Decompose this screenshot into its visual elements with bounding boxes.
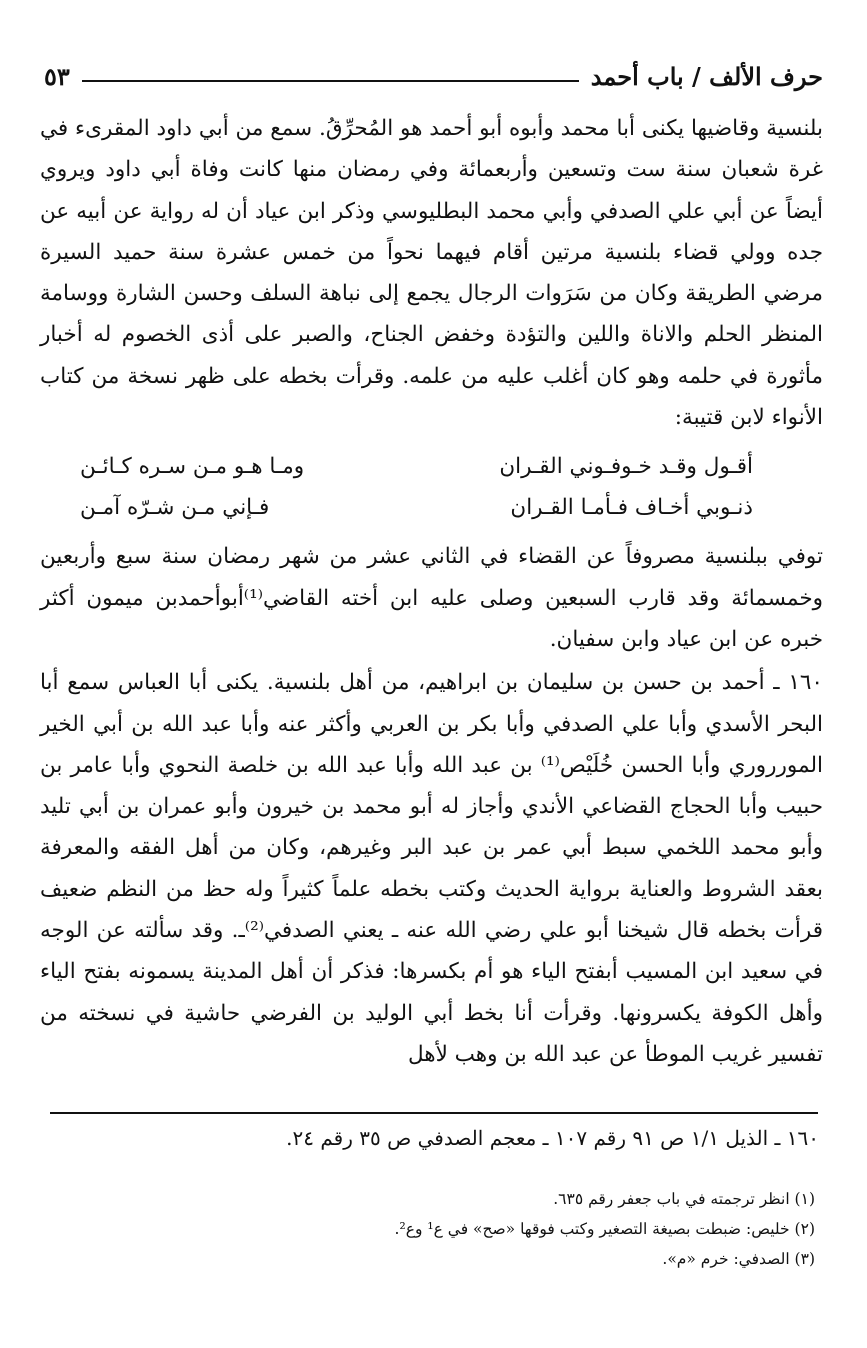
footnotes (40, 1184, 815, 1274)
page-number: ٥٣ (44, 61, 70, 91)
main-text (40, 108, 823, 1075)
poem-hemistich-first: ذنـوبي أخـاف فـأمـا القـران (510, 495, 753, 521)
poem (40, 446, 823, 528)
poem-hemistich-first: أقـول وقـد خـوفـوني القـران (499, 454, 753, 480)
footnote: (٢) خليص: ضبطت بصيغة التصغير وكتب فوقها «صح» في ع¹ وع². (394, 1220, 815, 1238)
biography-entry (40, 662, 823, 1075)
poem-line (80, 446, 753, 487)
poem-line (80, 487, 753, 528)
poem-hemistich-second: ومـا هـو مـن سـره كـائـن (80, 454, 305, 480)
entry-number: ١٦٠ (788, 670, 823, 696)
references: ١٦٠ ـ الذيل ١/١ ص ٩١ رقم ١٠٧ ـ معجم الصدفي ص ٣٥ رقم ٢٤. (286, 1126, 819, 1150)
closing-paragraph: توفي ببلنسية مصروفاً عن القضاء في الثاني عشر من شهر رمضان سنة سبع وأربعين وخمسمائة وقد قارب السبعين وصلى عليه ابن أخته القاضي⁽¹⁾أبوأحمدبن ميمون أكثر خبره عن ابن عياد وابن سفيان. (40, 544, 823, 652)
references-divider (50, 1112, 818, 1114)
footnote: (٣) الصدفي: خرم «م». (662, 1250, 815, 1268)
poem-hemistich-second: فـإني مـن شـرّه آمـن (80, 495, 270, 521)
entry-text: ـ أحمد بن حسن بن سليمان بن ابراهيم، من أهل بلنسية. يكنى أبا العباس سمع أبا البحر الأسدي وأبا علي الصدفي وأبا بكر بن العربي وأكثر عنه وأبا عبد الله بن أبي الخير المورروري وأبا الحسن خُلَيْص⁽¹⁾ بن عبد الله وأبا عبد الله بن خلصة النحوي وأبا عامر بن حبيب وأبا الحجاج القضاعي الأندي وأجاز له أبو محمد بن خيرون وأبو عمران بن أبي تليد وأبو محمد اللخمي سبط أبي عمر بن عبد البر وغيرهم، وكان من أهل الفقه والمعرفة بعقد الشروط والعناية برواية الحديث وكتب بخطه علماً كثيراً وله حظ من النظم ضعيف قرأت بخطه قال شيخنا أبو علي رضي الله عنه ـ يعني الصدفي⁽²⁾ـ. وقد سألته عن الوجه في سعيد ابن المسيب أبفتح الياء هو أم بكسرها: فذكر أن أهل المدينة يسمونه بفتح الياء وأهل الكوفة يكسرونها. وقرأت أنا بخط أبي الوليد بن الفرضي حاشية في نسخته من تفسير غريب الموطأ عن عبد الله بن وهب لأهل (40, 670, 823, 1067)
footnote: (١) انظر ترجمته في باب جعفر رقم ٦٣٥. (553, 1190, 815, 1208)
page-header (44, 56, 823, 96)
intro-paragraph: بلنسية وقاضيها يكنى أبا محمد وأبوه أبو أحمد هو المُحرِّقُ. سمع من أبي داود المقرىء في غرة شعبان سنة ست وتسعين وأربعمائة وفي رمضان منها كانت وفاة أبي داود ويروي أيضاً عن أبي علي الصدفي وأبي محمد البطليوسي وذكر ابن عياد أن له رواية عن أبيه عن جده وولي قضاء بلنسية مرتين أقام فيهما نحواً من خمس عشرة سنة حميد السيرة مرضي الطريقة وكان من سَرَوات الرجال يجمع إلى نباهة السلف وحسن الشارة ووسامة المنظر الحلم والاناة واللين والتؤدة وخفض الجناح، والصبر على أذى الخصوم له أخبار مأثورة في حلمه وهو كان أغلب عليه من علمه. وقرأت بخطه على ظهر نسخة من كتاب الأنواء لابن قتيبة: (40, 116, 823, 431)
header-rule (82, 80, 579, 82)
running-title: حرف الألف / باب أحمد (590, 61, 823, 91)
